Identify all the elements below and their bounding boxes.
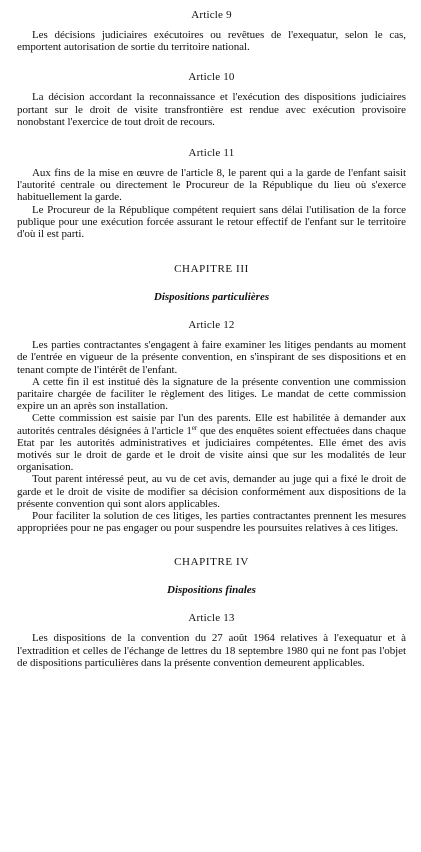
article-12-paragraph-1: Les parties contractantes s'engagent à faire examiner les litiges pendants au moment de l'entrée en vigueur de la présente convention, en s'inspirant de ses dispositions et en tenant compte de l'intérêt de l'enfant. [17, 339, 406, 376]
article-11-heading: Article 11 [188, 147, 235, 160]
article-13-heading: Article 13 [188, 612, 235, 625]
article-12-heading: Article 12 [188, 319, 235, 332]
article-10-paragraph-1: La décision accordant la reconnaissance et l'exécution des dispositions judiciaires portant sur le droit de visite transfrontière est rendue avec exécution provisoire nonobstant l'exercice de tout droit de recours. [17, 91, 406, 128]
article-12-paragraph-3-text-end: que des enquêtes soient effectuées dans chaque Etat par les autorités administratives et judiciaires compétentes. Elle émet des avis motivés sur le droit de garde et le droit de visite ainsi que sur les modalités de leur organisation. [17, 424, 406, 474]
article-12-paragraph-3 [17, 412, 406, 473]
document-page [0, 9, 421, 852]
article-12-paragraph-4: Tout parent intéressé peut, au vu de cet avis, demander au juge qui a fixé le droit de garde et le droit de visite de modifier sa décision conformément aux dispositions de la présente convention qui sont alors applicables. [17, 473, 406, 510]
chapter-3-heading: CHAPITRE III [174, 263, 249, 276]
article-10-heading: Article 10 [188, 71, 235, 84]
chapter-4-heading: CHAPITRE IV [174, 556, 249, 569]
superscript-er: er [191, 423, 198, 432]
article-12-paragraph-2: A cette fin il est institué dès la signature de la présente convention une commission paritaire chargée de faciliter le règlement des litiges. Le mandat de cette commission expire un an après son installation. [17, 375, 406, 413]
article-12-paragraph-3-text-start: Cette commission est saisie par l'un des parents. Elle est habilitée à demander aux autorités centrales désignées à l'article 1 [17, 412, 406, 437]
article-12-body [17, 339, 406, 534]
article-13-paragraph-1: Les dispositions de la convention du 27 août 1964 relatives à l'exequatur et à l'extradition et celles de l'échange de lettres du 18 septembre 1980 qui ne font pas l'objet de dispositions particulières dans la présente convention demeurent applicables. [17, 632, 406, 669]
article-13-body [17, 632, 406, 669]
article-9-paragraph-1: Les décisions judiciaires exécutoires ou revêtues de l'exequatur, selon le cas, emportent autorisation de sortie du territoire national. [17, 29, 406, 54]
article-12-paragraph-5: Pour faciliter la solution de ces litiges, les parties contractantes prennent les mesures appropriées pour ne pas engager ou pour suspendre les poursuites relatives à ces litiges. [17, 510, 406, 535]
article-9-heading: Article 9 [191, 9, 232, 21]
chapter-4-subtitle: Dispositions finales [167, 584, 256, 597]
article-11-paragraph-2: Le Procureur de la République compétent requiert sans délai l'utilisation de la force publique pour une exécution forcée assurant le retour effectif de l'enfant sur le territoire d'où il est parti. [17, 203, 406, 241]
article-10-body [17, 91, 406, 128]
article-9-body [17, 29, 406, 53]
article-11-body [17, 167, 406, 240]
chapter-3-subtitle: Dispositions particulières [153, 291, 270, 304]
article-11-paragraph-1: Aux fins de la mise en œuvre de l'article 8, le parent qui a la garde de l'enfant saisit l'autorité centrale ou directement le Procureur de la République du lieu où s'exerce habituellement la garde. [17, 167, 406, 204]
